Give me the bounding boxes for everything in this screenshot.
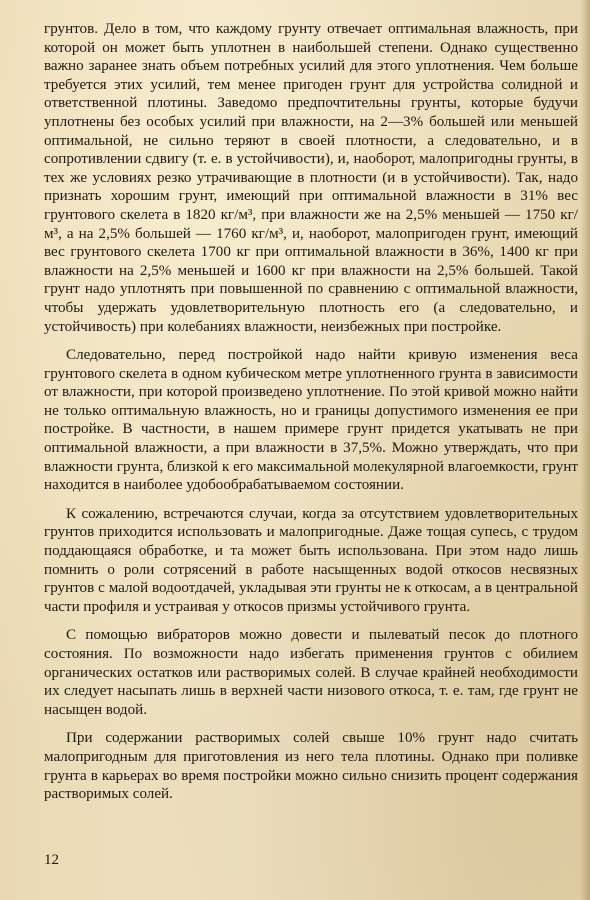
paragraph-3: К сожалению, встречаются случаи, когда за отсутствием удовлетворительных грунтов приходится использовать и малопригодные. Даже тощая супесь, с трудом поддающаяся обработке, и та может быть использована. При этом надо лишь помнить о роли сотрясений в работе насыщенных водой откосов несвязных грунтов с малой водоотдачей, укладывая эти грунты не к откосам, а в центральной части профиля и устраивая у откосов призмы устойчивого грунта. xyxy=(44,505,578,615)
paragraph-2: Следовательно, перед постройкой надо найти кривую изменения веса грунтового скелета в одном кубическом метре уплотненного грунта в зависимости от влажности, при которой произведено уплотнение. По этой кривой можно найти не только оптимальную влажность, но и границы допустимого изменения ее при постройке. В частности, в нашем примере грунт придется укатывать не при оптимальной влажности, а при влажности в 37,5%. Можно утверждать, что при влажности грунта, близкой к его максимальной молекулярной влагоемкости, грунт находится в наиболее удобообрабатываемом состоянии. xyxy=(44,347,578,494)
page-number: 12 xyxy=(44,852,59,868)
paragraph-4: С помощью вибраторов можно довести и пылеватый песок до плотного состояния. По возможности надо избегать применения грунтов с обилием органических остатков или растворимых солей. В случае крайней необходимости их следует насыпать лишь в верхней части низового откоса, т. е. там, где грунт не насыщен водой. xyxy=(44,627,578,718)
paragraph-5: При содержании растворимых солей свыше 10% грунт надо считать малопригодным для приготовления из него тела плотины. Однако при поливке грунта в карьерах во время постройки можно сильно снизить процент содержания растворимых солей. xyxy=(44,730,578,803)
body-text xyxy=(44,20,578,804)
paragraph-1: грунтов. Дело в том, что каждому грунту отвечает оптимальная влажность, при которой он может быть уплотнен в наибольшей степени. Однако существенно важно заранее знать объем потребных усилий для этого уплотнения. Чем больше требуется этих усилий, тем менее пригоден грунт для устройства солидной и ответственной плотины. Заведомо предпочтительны грунты, которые будучи уплотнены без особых усилий при влажности, на 2—3% большей или меньшей оптимальной, не сильно теряют в своей плотности, а следовательно, и в сопротивлении сдвигу (т. е. в устойчивости), и, наоборот, малопригодны грунты, в тех же условиях резко утрачивающие в плотности (и в устойчивости). Так, надо признать хорошим грунт, имеющий при оптимальной влажности в 31% вес грунтового скелета в 1820 кг/м³, при влажности же на 2,5% меньшей — 1750 кг/м³, а на 2,5% большей — 1760 кг/м³, и, наоборот, малопригоден грунт, имеющий вес грунтового скелета 1700 кг при оптимальной влажности в 36%, 1400 кг при влажности на 2,5% меньшей и 1600 кг при влажности на 2,5% большей. Такой грунт надо уплотнять при повышенной по сравнению с оптимальной влажности, чтобы удержать удовлетворительную плотность его (а следовательно, и устойчивость) при колебаниях влажности, неизбежных при постройке. xyxy=(44,21,578,335)
page-edge-shadow xyxy=(580,0,590,900)
